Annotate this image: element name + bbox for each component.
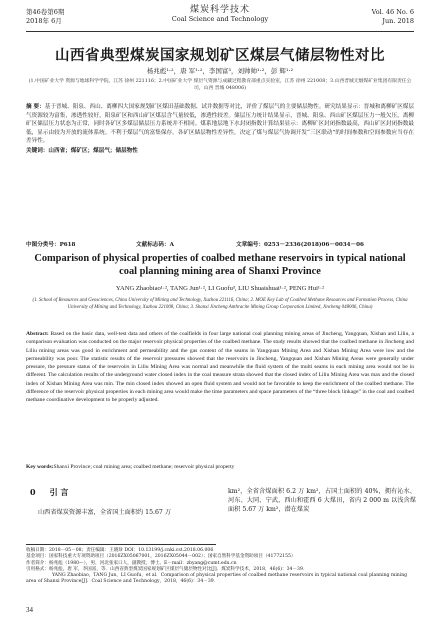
article-number: 文章编号：0253－2336(2018)06－0034－06	[236, 242, 364, 248]
footnote-citation-en: YANG Zhaobiao，TANG Jun，LI Guofu，et al．Comparison of physical properties of coalbed methane reservoirs in typical national coal planning mining area of Shanxi Province[J]．Coal Science and Technology，2018，46(6)：34－39．	[26, 573, 408, 585]
footnote-author: 作者简介：杨兆彪（1980—），男，河北张家口人，副教授，博士。E－mail：zbyang@cumt.edu.cn	[26, 560, 237, 566]
abstract-chinese-label: 摘 要：	[26, 104, 45, 110]
keywords-english-label: Key words:	[26, 464, 54, 470]
header-volume: 第46卷第6期 2018年 6月	[26, 8, 65, 25]
header-issue: Vol. 46 No. 6 Jun. 2018	[371, 8, 414, 25]
abstract-chinese	[26, 103, 414, 156]
section-title: 引 言	[49, 487, 69, 497]
section-number: 0	[30, 487, 36, 497]
section-heading	[30, 487, 68, 498]
classification-line	[26, 240, 414, 248]
authors-english: YANG Zhaobiao¹·², TANG Jun¹·², LI Guofu³, LIU Shuaishuai¹·², PENG Hui¹·²	[115, 285, 325, 292]
running-header	[26, 4, 414, 32]
abstract-english-body: Based on the basic data, well-test data and others of the coalfields in four large national coal planning mining areas of Jincheng, Yangquan, Xishan and Liliu, a comparison evaluation was conducted on the major reservoir physical properties of the coalbed methane. The study results showed that the coalbed methane in Jincheng and Liliu mining areas was good in enrichment and permeability and the gas content of the seams in Yangquan Mining Area and Xishan Mining Area were low and the permeability was poor. The statistic results of the reservoir pressures showed that the reservoirs in Jincheng, Yangquan and Xishan Mining Areas were generally under pressure, the pressure status of the reservoirs in Liliu Mining Area was normal and meanwhile the fluid system of the multi seams in each mining area would not be in different. The calculation results of the underground water closed index in the coal measure strata showed that the closed index of Liliu Mining Area was max and the closed index of Xishan Mining Area was min. The min closed index showed an open fluid system and would not be favorable to keep the enrichment of the coalbed methane. The difference of the reservoir physical properties in each mining area would make the time parameters and space parameters of the “three block linkage” in the coal and coalbed methane coordinative development to be properly adjusted.	[26, 331, 414, 404]
title-chinese: 山西省典型煤炭国家规划矿区煤层气储层物性对比	[55, 47, 385, 64]
clc-number: 中图分类号：P618	[26, 242, 76, 248]
body-text-left-column: 山西省煤炭资源丰富，全省国土面积约 15.67 万	[38, 509, 172, 516]
document-code: 文献标志码：A	[136, 242, 174, 248]
footnote-citation-cn: 引用格式：杨兆彪，唐 军，李国富，等．山西省典型煤炭国家规划矿区煤层气储层物性对比[J]．煤炭科学技术，2018，46(6)：34－39．	[26, 566, 308, 572]
abstract-english	[26, 330, 414, 405]
affiliations-english: (1. School of Resources and Geosciences, China University of Mining and Technology, Xuzhou 221116, China; 2. MOE Key Lab of Coalbed Methane Resources and Formation Process, China University of Mining and Technology, Xuzhou 221008, China; 3. Shanxi Jincheng Anthracite Mining Group Corporation Limited, Jincheng 048006, China)	[32, 298, 408, 310]
title-english: Comparison of physical properties of coalbed methane reservoirs in typical national coal planning mining area of Shanxi Province	[34, 253, 406, 277]
body-text-right-column: km²，全省含煤面积 6.2 万 km²，占国土面积的 40%，拥有沁水、河东、大同、宁武、西山和霍西 6 大煤田，省内 2 000 m 以浅含煤面积 5.67 万 km²，潜在煤炭	[228, 488, 416, 513]
keywords-chinese: 关键词：山西省；煤矿区；煤层气；储层物性	[26, 147, 138, 154]
footnote-received: 收稿日期：2018－05－08；责任编辑：王晓珍 DOI：10.13199/j.cnki.cst.2018.06.006	[26, 548, 214, 553]
abstract-english-label: Abstract:	[26, 331, 49, 337]
page-number: 34	[26, 606, 33, 614]
footnotes	[26, 548, 414, 586]
header-journal-name: 煤炭科学技术 Coal Science and Technology	[171, 5, 269, 23]
footnote-funding: 基金项目：国家科技重大专项资助项目（2016ZX05067001，2016ZX05044－002）；国家自然科学基金资助项目（41772155）	[26, 554, 296, 560]
authors-chinese: 杨兆彪¹·²，唐 军¹·²，李国富³，刘帅帅¹·²，彭 辉¹·²	[146, 67, 294, 75]
keywords-english	[26, 464, 414, 470]
keywords-english-body: Shanxi Province; coal mining area; coalbed methane; reservoir physical property	[53, 464, 235, 470]
affiliations-chinese: (1.中国矿业大学 资源与地球科学学院，江苏 徐州 221116；2.中国矿业大学 煤层气资源与成藏过程教育部重点实验室，江苏 徐州 221008；3.山西晋城无烟煤矿业集团有限责任公司，山西 晋城 048006)	[28, 79, 412, 91]
header-rule	[26, 31, 414, 32]
abstract-chinese-body: 基于晋城、阳泉、西山、离柳四大国家规划矿区煤田基础数据、试井数据等对比，评价了煤层气的主要储层物性。研究结果显示：晋城和离柳矿区煤层气资源较为富集，渗透性较好，阳泉矿区和西山矿区煤层含气量较低，渗透性较差。储层压力统计结果显示，晋城、阳泉、西山矿区煤层压力一般欠压，离柳矿区储层压力状态为正常，同时各矿区多煤层储层压力系统并不相同。煤系地层地下水封闭指数计算结果显示：离柳矿区封闭指数最高，西山矿区封闭指数最低，显示由较为开放的流体系统。不利于煤层气的富集保存。各矿区储层物性差异性，决定了煤与煤层气协调开发“三区联动”的时间参数和空间参数应当存在差异性。	[26, 104, 414, 145]
footnote-rule	[26, 544, 216, 545]
